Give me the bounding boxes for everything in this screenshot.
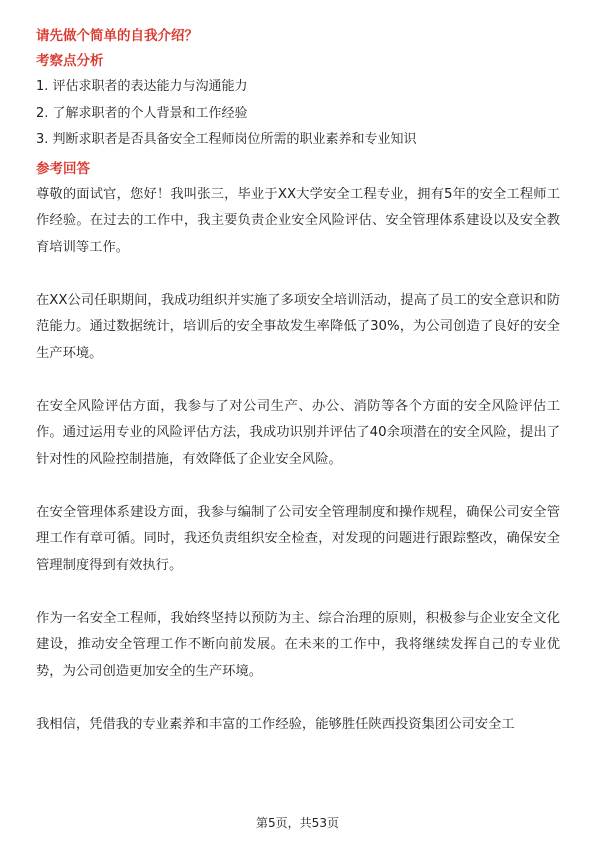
document-page — [36, 26, 560, 765]
answer-paragraph: 在XX公司任职期间，我成功组织并实施了多项安全培训活动，提高了员工的安全意识和防范能力。通过数据统计，培训后的安全事故发生率降低了30%，为公司创造了良好的安全生产环境。 — [36, 292, 560, 361]
question-heading: 请先做个简单的自我介绍？ — [36, 28, 198, 44]
answer-paragraph: 在安全管理体系建设方面，我参与编制了公司安全管理制度和操作规程，确保公司安全管理工作有章可循。同时，我还负责组织安全检查，对发现的问题进行跟踪整改，确保安全管理制度得到有效执行。 — [36, 504, 560, 573]
analysis-item: 1. 评估求职者的表达能力与沟通能力 — [36, 79, 248, 94]
answer-paragraph: 在安全风险评估方面，我参与了对公司生产、办公、消防等各个方面的安全风险评估工作。通过运用专业的风险评估方法，我成功识别并评估了40余项潜在的安全风险，提出了针对性的风险控制措施，有效降低了企业安全风险。 — [36, 398, 560, 467]
page-number: 第5页，共53页 — [256, 816, 339, 830]
analysis-list — [36, 74, 560, 154]
analysis-item: 3. 判断求职者是否具备安全工程师岗位所需的职业素养和专业知识 — [36, 132, 417, 147]
answer-paragraph: 尊敬的面试官，您好！我叫张三，毕业于XX大学安全工程专业，拥有5年的安全工程师工作经验。在过去的工作中，我主要负责企业安全风险评估、安全管理体系建设以及安全教育培训等工作。 — [36, 186, 560, 255]
analysis-title: 考察点分析 — [36, 53, 104, 69]
answer-title: 参考回答 — [36, 160, 90, 177]
answer-body — [36, 182, 560, 739]
answer-paragraph: 作为一名安全工程师，我始终坚持以预防为主、综合治理的原则，积极参与企业安全文化建设，推动安全管理工作不断向前发展。在未来的工作中，我将继续发挥自己的专业优势，为公司创造更加安全的生产环境。 — [36, 610, 560, 679]
answer-paragraph: 我相信，凭借我的专业素养和丰富的工作经验，能够胜任陕西投资集团公司安全工 — [36, 716, 515, 732]
analysis-item: 2. 了解求职者的个人背景和工作经验 — [36, 105, 248, 121]
